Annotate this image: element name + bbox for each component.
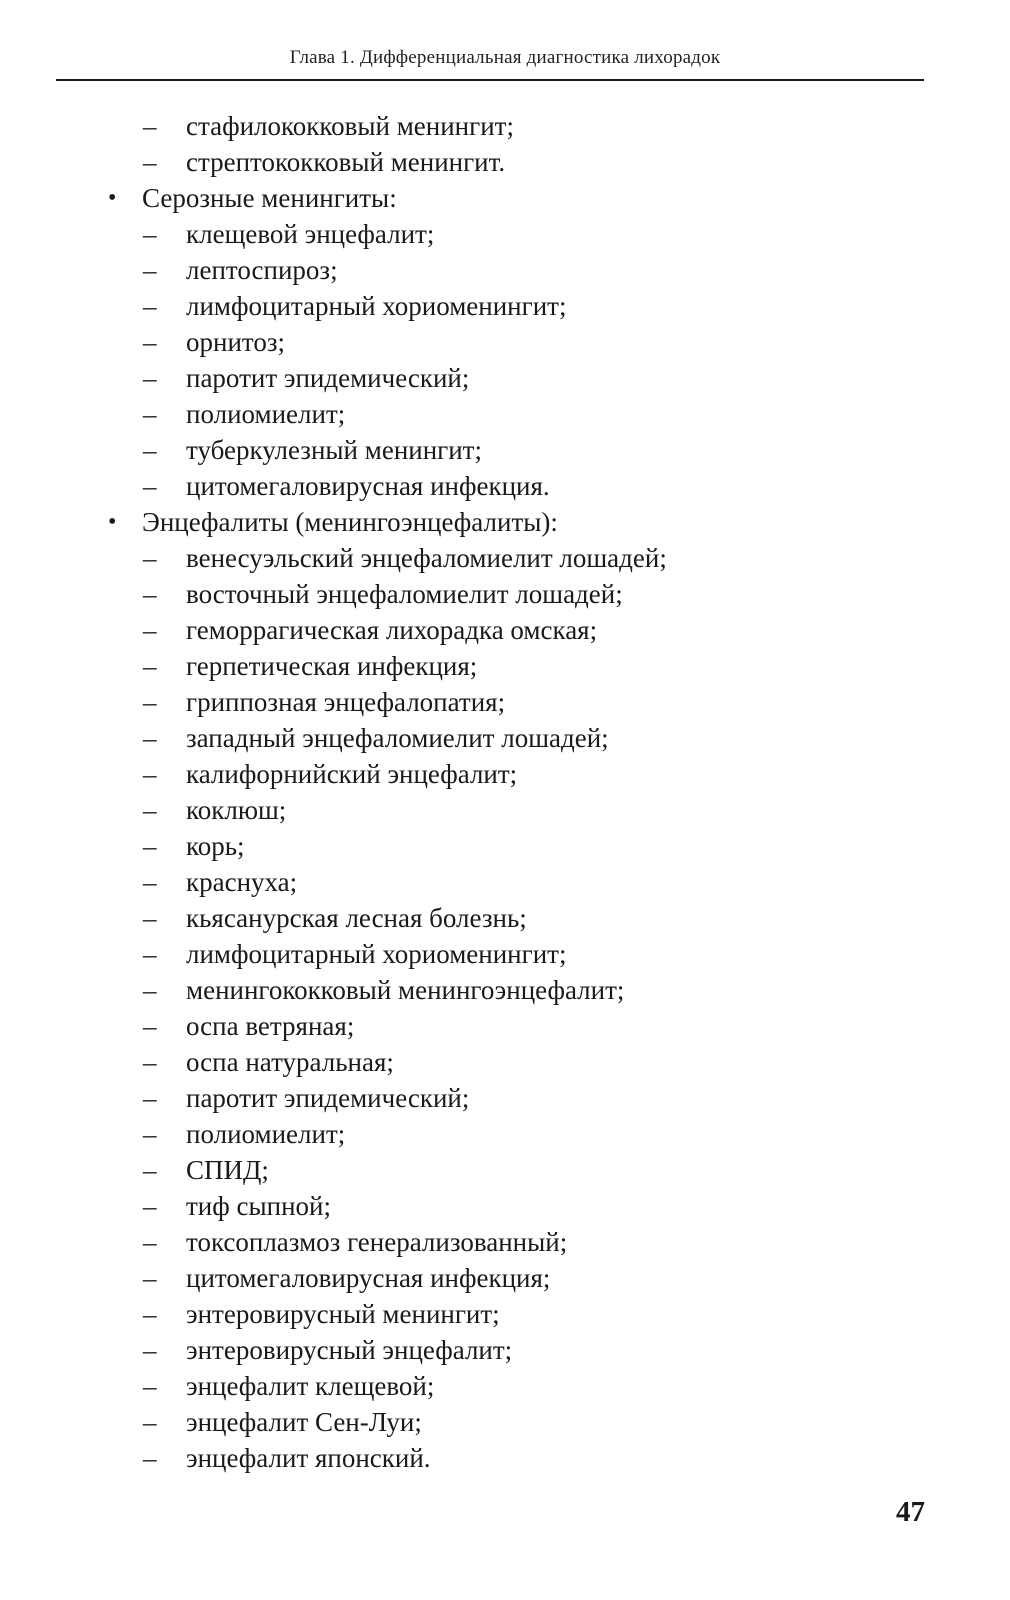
list-item	[0, 1440, 1010, 1476]
dash-marker: –	[143, 1083, 157, 1113]
list-item-text: цитомегаловирусная инфекция.	[186, 471, 550, 501]
list-item-text: Серозные менингиты:	[142, 183, 397, 213]
list-item-text: гриппозная энцефалопатия;	[186, 687, 506, 717]
list-item	[0, 1008, 1010, 1044]
list-item	[0, 288, 1010, 324]
dash-marker: –	[143, 903, 157, 933]
dash-marker: –	[143, 1407, 157, 1437]
dash-marker: –	[143, 363, 157, 393]
dash-marker: –	[143, 543, 157, 573]
list-item-text: энтеровирусный менингит;	[186, 1299, 500, 1329]
dash-marker: –	[143, 831, 157, 861]
section-heading	[0, 180, 1010, 216]
list-item-text: кьясанурская лесная болезнь;	[186, 903, 527, 933]
list-item	[0, 468, 1010, 504]
dash-marker: –	[143, 1227, 157, 1257]
list-item-text: токсоплазмоз генерализованный;	[186, 1227, 568, 1257]
dash-marker: –	[143, 759, 157, 789]
list-item	[0, 324, 1010, 360]
list-item	[0, 1224, 1010, 1260]
dash-marker: –	[143, 1299, 157, 1329]
section-heading	[0, 504, 1010, 540]
dash-marker: –	[143, 579, 157, 609]
list-item-text: орнитоз;	[186, 327, 286, 357]
list-item-text: лимфоцитарный хориоменингит;	[186, 939, 567, 969]
list-item-text: стрептококковый менингит.	[186, 147, 506, 177]
bullet-marker: •	[108, 185, 117, 211]
dash-marker: –	[143, 111, 157, 141]
dash-marker: –	[143, 327, 157, 357]
list-item-text: оспа ветряная;	[186, 1011, 355, 1041]
list-item-text: паротит эпидемический;	[186, 363, 470, 393]
dash-marker: –	[143, 975, 157, 1005]
dash-marker: –	[143, 1191, 157, 1221]
list-item	[0, 1152, 1010, 1188]
dash-marker: –	[143, 867, 157, 897]
list-item	[0, 936, 1010, 972]
dash-marker: –	[143, 1371, 157, 1401]
list-item-text: геморрагическая лихорадка омская;	[186, 615, 598, 645]
list-item	[0, 972, 1010, 1008]
dash-marker: –	[143, 1263, 157, 1293]
list-item	[0, 252, 1010, 288]
dash-marker: –	[143, 939, 157, 969]
list-item	[0, 1044, 1010, 1080]
list-item-text: менингококковый менингоэнцефалит;	[186, 975, 625, 1005]
list-item	[0, 540, 1010, 576]
dash-marker: –	[143, 1011, 157, 1041]
list-item-text: восточный энцефаломиелит лошадей;	[186, 579, 623, 609]
dash-marker: –	[143, 1335, 157, 1365]
dash-marker: –	[143, 147, 157, 177]
dash-marker: –	[143, 651, 157, 681]
dash-marker: –	[143, 399, 157, 429]
list-item	[0, 684, 1010, 720]
page-number: 47	[896, 1496, 925, 1528]
dash-marker: –	[143, 687, 157, 717]
list-item-text: лимфоцитарный хориоменингит;	[186, 291, 567, 321]
dash-marker: –	[143, 723, 157, 753]
list-item-text: полиомиелит;	[186, 1119, 346, 1149]
list-item	[0, 1260, 1010, 1296]
list-item	[0, 1332, 1010, 1368]
list-item-text: коклюш;	[186, 795, 287, 825]
list-item-text: энцефалит клещевой;	[186, 1371, 435, 1401]
list-item	[0, 648, 1010, 684]
dash-marker: –	[143, 255, 157, 285]
list-item-text: полиомиелит;	[186, 399, 346, 429]
list-item-text: энцефалит Сен-Луи;	[186, 1407, 422, 1437]
list-item-text: венесуэльский энцефаломиелит лошадей;	[186, 543, 667, 573]
list-item	[0, 1080, 1010, 1116]
header-rule	[56, 79, 924, 81]
list-item-text: лептоспироз;	[186, 255, 338, 285]
list-item-text: тиф сыпной;	[186, 1191, 331, 1221]
dash-marker: –	[143, 615, 157, 645]
dash-marker: –	[143, 471, 157, 501]
list-item-text: цитомегаловирусная инфекция;	[186, 1263, 551, 1293]
dash-marker: –	[143, 1443, 157, 1473]
dash-marker: –	[143, 219, 157, 249]
dash-marker: –	[143, 1155, 157, 1185]
dash-marker: –	[143, 1119, 157, 1149]
list-item-text: краснуха;	[186, 867, 298, 897]
list-item	[0, 900, 1010, 936]
list-item-text: стафилококковый менингит;	[186, 111, 514, 141]
list-item-text: энтеровирусный энцефалит;	[186, 1335, 513, 1365]
list-item-text: западный энцефаломиелит лошадей;	[186, 723, 609, 753]
list-item	[0, 828, 1010, 864]
running-header: Глава 1. Дифференциальная диагностика лихорадок	[289, 47, 721, 68]
list-item	[0, 612, 1010, 648]
list-item	[0, 216, 1010, 252]
list-item-text: клещевой энцефалит;	[186, 219, 435, 249]
list-item-text: оспа натуральная;	[186, 1047, 394, 1077]
list-item	[0, 792, 1010, 828]
list-item-text: герпетическая инфекция;	[186, 651, 478, 681]
list-item-text: Энцефалиты (менингоэнцефалиты):	[142, 507, 558, 537]
list-item	[0, 1404, 1010, 1440]
list-item-text: калифорнийский энцефалит;	[186, 759, 518, 789]
list-item	[0, 1368, 1010, 1404]
list-item	[0, 1296, 1010, 1332]
dash-marker: –	[143, 1047, 157, 1077]
disease-list	[0, 108, 1010, 1476]
bullet-marker: •	[108, 509, 117, 535]
list-item-text: корь;	[186, 831, 245, 861]
list-item	[0, 108, 1010, 144]
dash-marker: –	[143, 435, 157, 465]
list-item	[0, 756, 1010, 792]
list-item	[0, 144, 1010, 180]
list-item-text: энцефалит японский.	[186, 1443, 431, 1473]
list-item	[0, 864, 1010, 900]
list-item	[0, 396, 1010, 432]
list-item-text: туберкулезный менингит;	[186, 435, 482, 465]
list-item	[0, 1116, 1010, 1152]
list-item	[0, 432, 1010, 468]
list-item-text: СПИД;	[186, 1155, 269, 1185]
list-item	[0, 1188, 1010, 1224]
dash-marker: –	[143, 291, 157, 321]
list-item	[0, 720, 1010, 756]
list-item	[0, 360, 1010, 396]
dash-marker: –	[143, 795, 157, 825]
list-item	[0, 576, 1010, 612]
list-item-text: паротит эпидемический;	[186, 1083, 470, 1113]
